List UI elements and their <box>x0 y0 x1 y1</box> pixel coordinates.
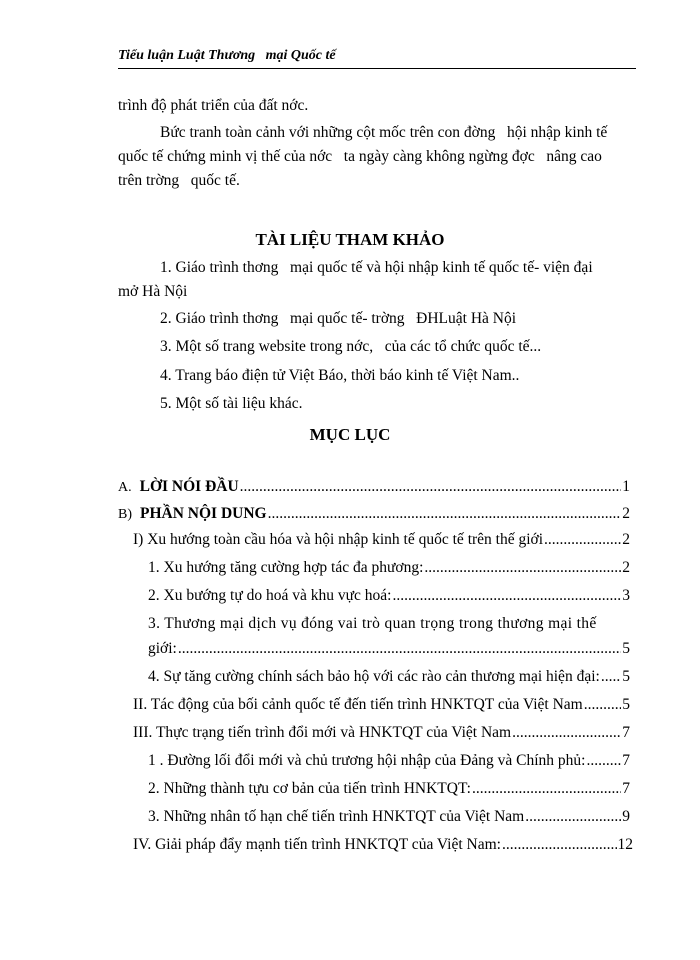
toc-leader-dots <box>525 808 621 826</box>
toc-label: II. Tác động của bối cảnh quốc tế đến tiến trình HNKTQT của Việt Nam <box>133 696 583 713</box>
intro-line-3: quốc tế chứng minh vị thế của nớc ta ngày càng không ngừng đợc nâng cao <box>118 148 602 165</box>
toc-page-number: 2 <box>622 559 630 576</box>
intro-line-2: Bức tranh toàn cảnh với những cột mốc trên con đờng hội nhập kinh tế <box>160 124 608 141</box>
toc-label: IV. Giải pháp đẩy mạnh tiến trình HNKTQT của Việt Nam: <box>133 836 501 853</box>
toc-row[interactable] <box>148 804 630 826</box>
toc-leader-dots <box>240 478 622 496</box>
toc-page-number: 2 <box>622 531 630 548</box>
toc-leader-dots <box>586 752 621 770</box>
toc-page-number: 5 <box>622 696 630 713</box>
toc-row[interactable] <box>148 664 630 686</box>
toc-label: 3. Thương mại dịch vụ đóng vai trò quan trọng trong thương mại thế <box>148 615 597 632</box>
toc-row[interactable] <box>148 611 630 633</box>
toc-page-number: 1 <box>622 478 630 495</box>
toc-leader-dots <box>424 559 621 577</box>
intro-line-1: trình độ phát triển của đất nớc. <box>118 97 309 114</box>
toc-page-number: 5 <box>622 640 630 657</box>
toc-label: 2. Xu bướng tự do hoá và khu vực hoá: <box>148 587 392 604</box>
reference-item-5: 5. Một số tài liệu khác. <box>160 395 303 412</box>
toc-row[interactable] <box>133 832 633 854</box>
toc-label: III. Thực trạng tiến trình đổi mới và HNKTQT của Việt Nam <box>133 724 512 741</box>
toc-row[interactable] <box>148 776 630 798</box>
toc-page-number: 12 <box>617 836 633 853</box>
header-title: Tiểu luận Luật Thương mại Quốc tế <box>118 48 336 63</box>
reference-item-1-cont: mở Hà Nội <box>118 283 188 300</box>
toc-page-number: 2 <box>622 505 630 522</box>
toc-page-number: 3 <box>622 587 630 604</box>
toc-page-number: 7 <box>622 780 630 797</box>
toc-leader-dots <box>584 696 622 714</box>
toc-row[interactable] <box>148 555 630 577</box>
toc-label: 1. Xu hướng tăng cường hợp tác đa phương: <box>148 559 424 576</box>
reference-item-4: 4. Trang báo điện tử Việt Báo, thời báo kinh tế Việt Nam.. <box>160 367 520 384</box>
toc-label: 3. Những nhân tố hạn chế tiến trình HNKTQT của Việt Nam <box>148 808 525 825</box>
toc-leader-dots <box>472 780 621 798</box>
toc-row[interactable] <box>133 720 630 742</box>
references-heading: TÀI LIỆU THAM KHẢO <box>255 230 445 249</box>
toc-label: 1 . Đường lối đổi mới và chủ trương hội nhập của Đảng và Chính phủ: <box>148 752 586 769</box>
toc-page-number: 9 <box>622 808 630 825</box>
toc-marker: B) <box>118 507 132 522</box>
toc-row[interactable] <box>133 527 630 549</box>
toc-label: 2. Những thành tựu cơ bản của tiến trình HNKTQT: <box>148 780 471 797</box>
toc-leader-dots <box>601 668 621 686</box>
intro-line-4: trên trờng quốc tế. <box>118 172 240 189</box>
toc-row[interactable] <box>148 748 630 770</box>
toc-row[interactable] <box>133 692 630 714</box>
toc-label: LỜI NÓI ĐẦU <box>139 478 239 495</box>
toc-leader-dots <box>178 640 621 658</box>
toc-row[interactable] <box>118 474 630 496</box>
toc-row[interactable] <box>118 501 630 523</box>
page-header <box>118 46 636 69</box>
toc-label: I) Xu hướng toàn cầu hóa và hội nhập kinh tế quốc tế trên thế giới <box>133 531 544 548</box>
toc-row[interactable] <box>148 636 630 658</box>
toc-row[interactable] <box>148 583 630 605</box>
reference-item-3: 3. Một số trang website trong nớc, của các tổ chức quốc tế... <box>160 338 542 355</box>
toc-page-number: 7 <box>622 752 630 769</box>
toc-leader-dots <box>392 587 621 605</box>
toc-leader-dots <box>544 531 621 549</box>
toc-page-number: 5 <box>622 668 630 685</box>
toc-leader-dots <box>502 836 617 854</box>
toc-marker: A. <box>118 480 132 495</box>
reference-item-2: 2. Giáo trình thơng mại quốc tế- trờng ĐHLuật Hà Nội <box>160 310 517 327</box>
toc-label: 4. Sự tăng cường chính sách bảo hộ với các rào cản thương mại hiện đại: <box>148 668 600 685</box>
reference-item-1: 1. Giáo trình thơng mại quốc tế và hội nhập kinh tế quốc tế- viện đại <box>160 259 593 276</box>
toc-leader-dots <box>268 505 622 523</box>
toc-label: PHẦN NỘI DUNG <box>140 505 267 522</box>
toc-heading: MỤC LỤC <box>309 425 391 444</box>
toc-leader-dots <box>512 724 621 742</box>
toc-page-number: 7 <box>622 724 630 741</box>
toc-label: giới: <box>148 640 177 657</box>
